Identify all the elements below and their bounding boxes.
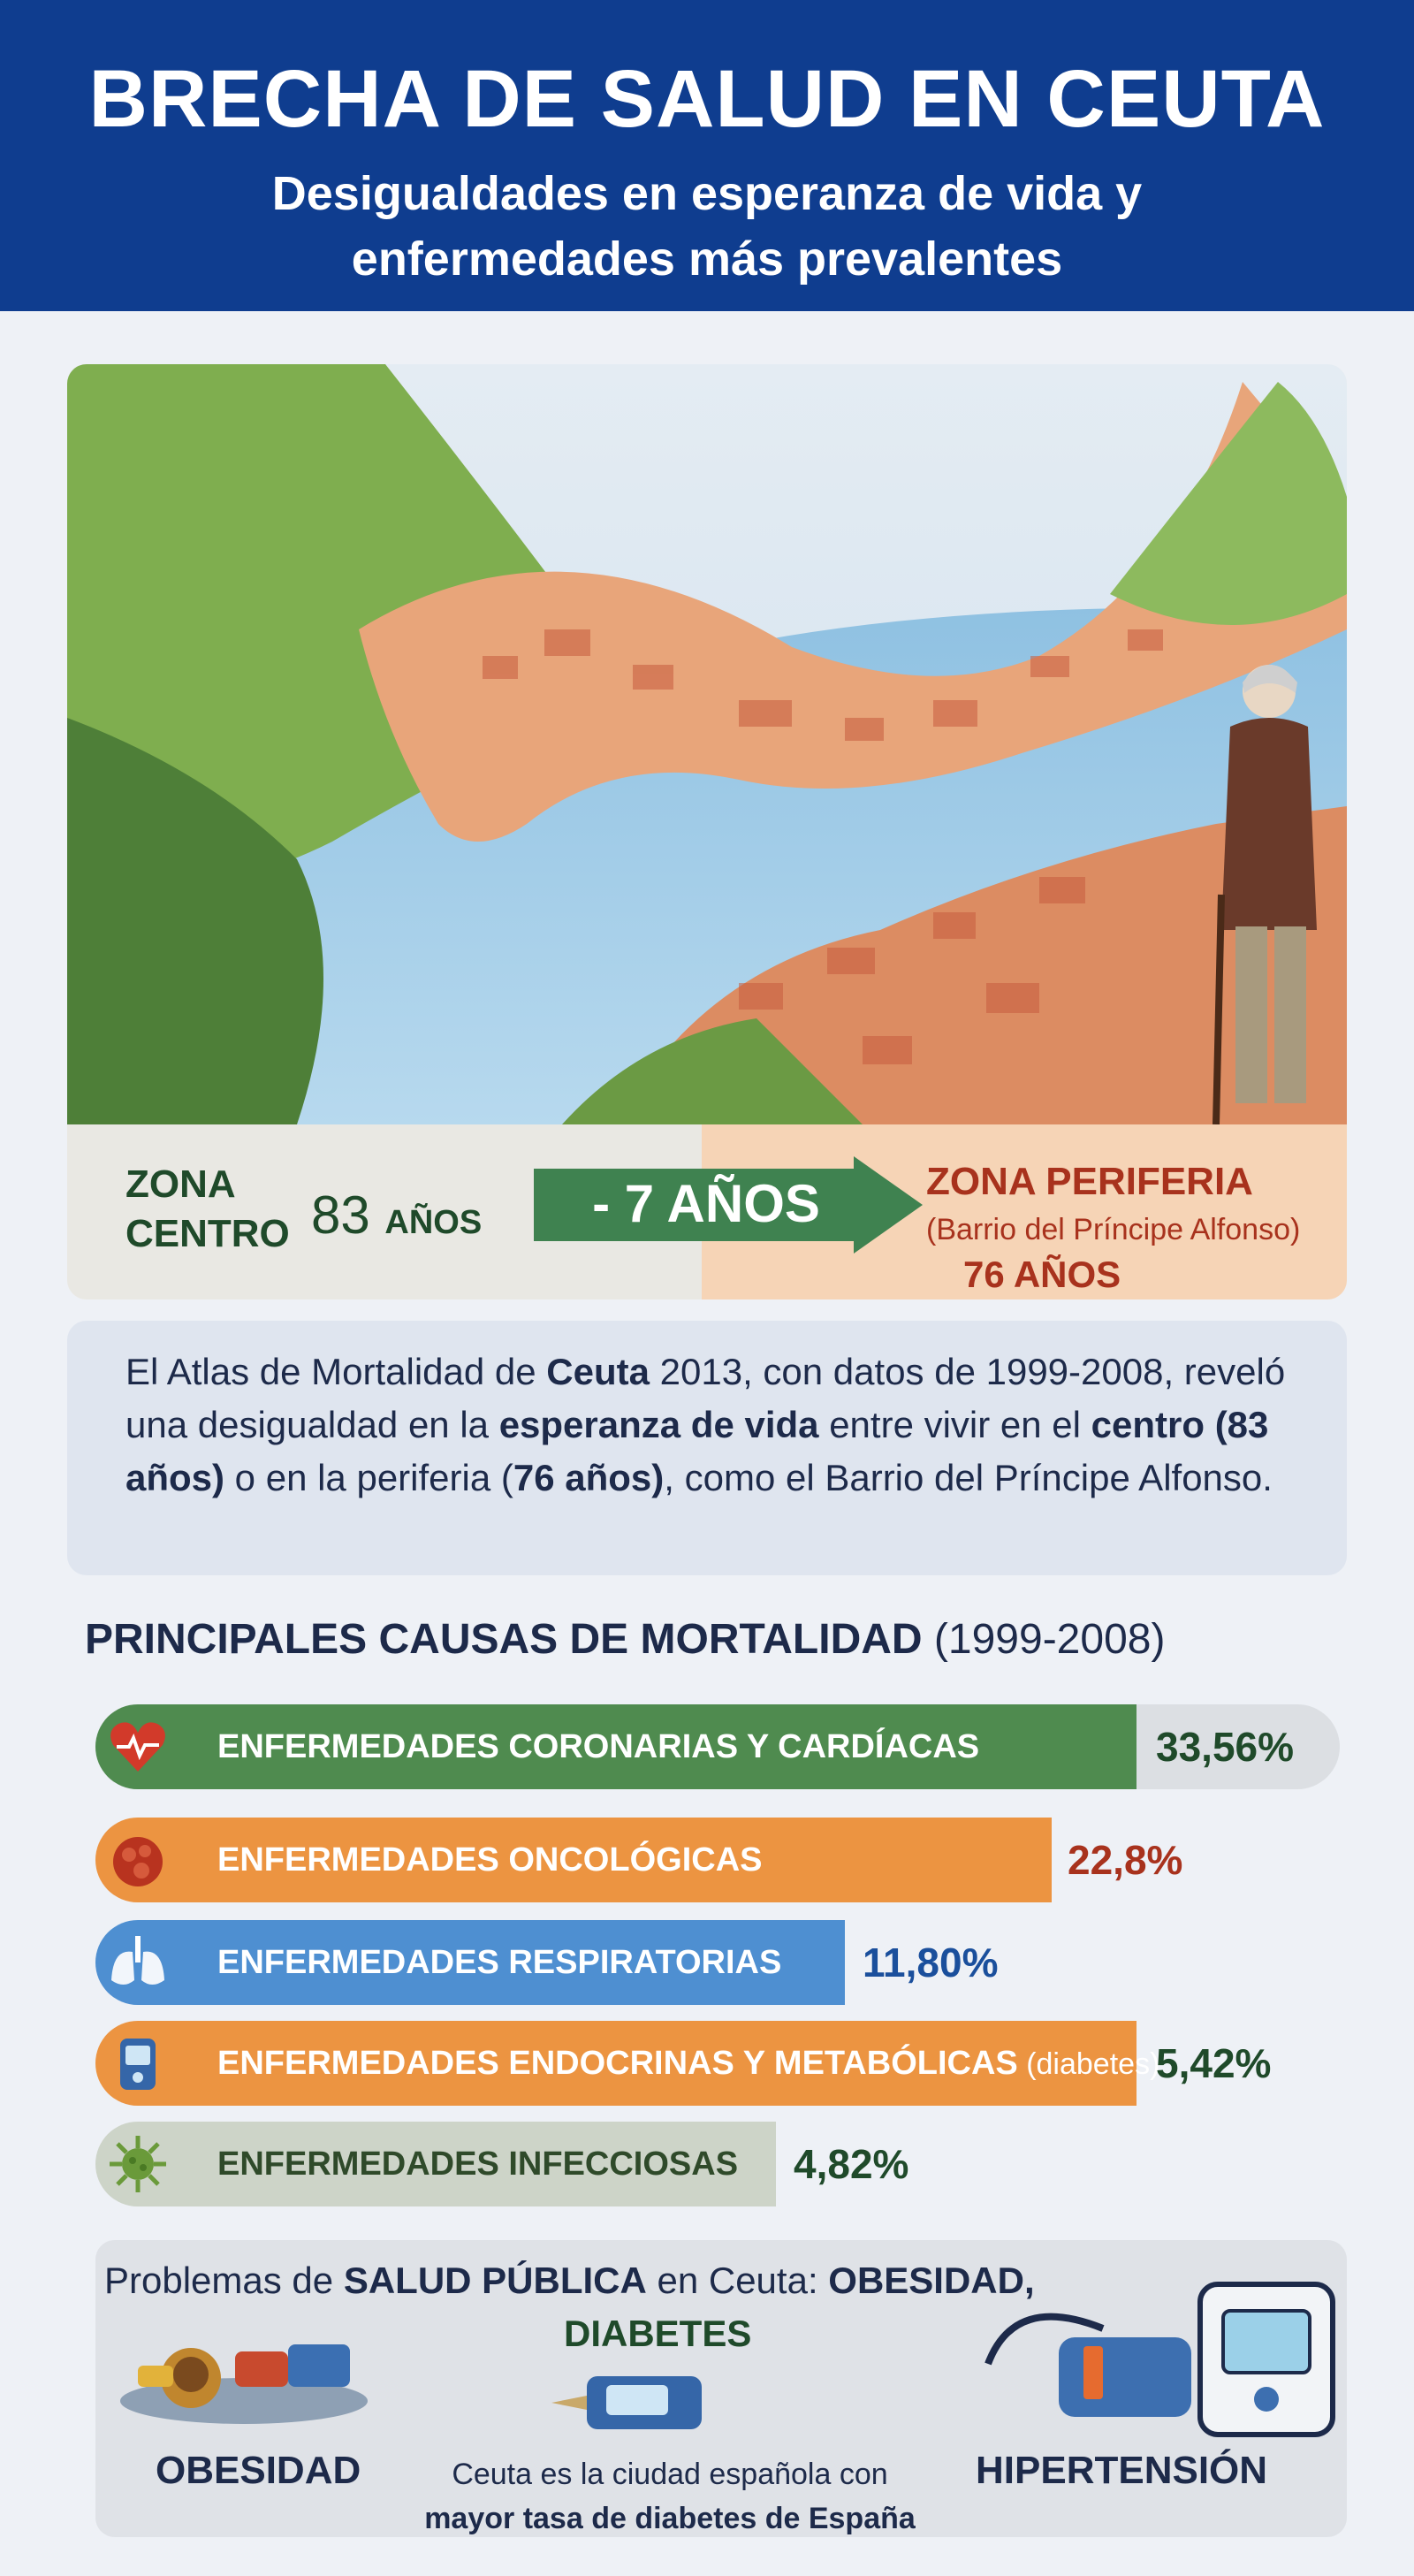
zona-centro-line-2: CENTRO bbox=[125, 1212, 290, 1255]
cause-bar-value: 4,82% bbox=[794, 2141, 909, 2187]
centro-years-unit: AÑOS bbox=[384, 1204, 483, 1241]
food-plate-icon bbox=[111, 2316, 376, 2431]
map-card bbox=[67, 364, 1347, 1299]
obesity-label: OBESIDAD bbox=[156, 2449, 361, 2492]
cause-bar-label bbox=[217, 1920, 781, 2005]
cause-bar-row bbox=[95, 1818, 1244, 1902]
centro-years bbox=[311, 1185, 482, 1246]
header-banner bbox=[0, 0, 1414, 311]
cause-bar-row bbox=[95, 2122, 970, 2206]
atlas-text-4: o en la periferia ( bbox=[224, 1457, 513, 1498]
cause-bar-value: 5,42% bbox=[1156, 2040, 1272, 2086]
hypertension-label: HIPERTENSIÓN bbox=[976, 2449, 1268, 2492]
years-difference: - 7 AÑOS bbox=[592, 1174, 820, 1233]
atlas-text-1: El Atlas de Mortalidad de bbox=[125, 1351, 547, 1392]
atlas-description bbox=[67, 1321, 1347, 1575]
virus-icon bbox=[106, 2132, 170, 2196]
diabetes-note-line-2 bbox=[369, 2496, 970, 2537]
atlas-text-2: 2013, con datos de 1999-2008, reveló una desigualdad en la bbox=[125, 1351, 1286, 1445]
health-title-2: en Ceuta: bbox=[646, 2260, 829, 2301]
cause-label-text: ENFERMEDADES ONCOLÓGICAS bbox=[217, 1841, 763, 1879]
glucometer-icon bbox=[106, 2031, 170, 2095]
cause-bar-label bbox=[217, 1818, 762, 1902]
atlas-text-5: , como el Barrio del Príncipe Alfonso. bbox=[664, 1457, 1273, 1498]
zona-centro-label bbox=[125, 1160, 320, 1259]
atlas-text-3b: centro (83 años) bbox=[125, 1404, 1269, 1498]
periferia-years: 76 AÑOS bbox=[963, 1254, 1121, 1295]
cause-label-extra: (diabetes) bbox=[1017, 2047, 1160, 2081]
heart-icon bbox=[106, 1715, 170, 1779]
health-title-1: Problemas de bbox=[104, 2260, 344, 2301]
cause-bar-row bbox=[95, 2021, 1333, 2106]
diabetes-note bbox=[369, 2452, 970, 2537]
page-subtitle bbox=[0, 161, 1414, 292]
cause-bar-label bbox=[217, 1704, 979, 1789]
life-expectancy-gap bbox=[67, 1124, 1347, 1299]
cause-label-text: ENFERMEDADES CORONARIAS Y CARDÍACAS bbox=[217, 1728, 980, 1765]
subtitle-line-1: Desigualdades en esperanza de vida y bbox=[271, 167, 1143, 220]
tumor-icon bbox=[106, 1828, 170, 1892]
lungs-icon bbox=[106, 1931, 170, 1994]
causes-title bbox=[85, 1609, 1340, 1671]
cause-bar-value: 11,80% bbox=[863, 1940, 999, 1985]
health-title-1b: SALUD PÚBLICA bbox=[343, 2260, 647, 2301]
health-title-2b: OBESIDAD, bbox=[828, 2260, 1035, 2301]
glucometer-icon bbox=[551, 2367, 728, 2438]
cause-bar-row bbox=[95, 1920, 1039, 2005]
cause-bar-value: 22,8% bbox=[1068, 1837, 1183, 1883]
diabetes-note-line-2-text: mayor tasa de diabetes de España bbox=[424, 2502, 916, 2535]
subtitle-line-2: enfermedades más prevalentes bbox=[351, 232, 1063, 286]
cause-bar-row bbox=[95, 1704, 1333, 1789]
centro-years-number: 83 bbox=[311, 1185, 370, 1245]
cause-label-text: ENFERMEDADES RESPIRATORIAS bbox=[217, 1944, 782, 1981]
page-title: BRECHA DE SALUD EN CEUTA bbox=[88, 54, 1326, 144]
zona-centro-line-1: ZONA bbox=[125, 1162, 236, 1206]
atlas-text-3: entre vivir en el bbox=[818, 1404, 1091, 1445]
public-health-card bbox=[95, 2240, 1347, 2537]
zona-periferia-label: ZONA PERIFERIA bbox=[926, 1160, 1253, 1203]
periferia-barrio: (Barrio del Príncipe Alfonso) bbox=[926, 1213, 1301, 1246]
diabetes-label: DIABETES bbox=[564, 2313, 752, 2354]
diabetes-note-line-1: Ceuta es la ciudad española con bbox=[452, 2458, 888, 2491]
blood-pressure-monitor-icon bbox=[979, 2275, 1342, 2452]
atlas-text-1b: Ceuta bbox=[546, 1351, 650, 1392]
cause-bar-label bbox=[217, 2122, 738, 2206]
cause-label-text: ENFERMEDADES ENDOCRINAS Y METABÓLICAS bbox=[217, 2045, 1018, 2082]
ceuta-map-illustration bbox=[67, 364, 1347, 1124]
atlas-text-4b: 76 años) bbox=[513, 1457, 665, 1498]
causes-title-text: PRINCIPALES CAUSAS DE MORTALIDAD bbox=[85, 1616, 923, 1663]
cause-label-text: ENFERMEDADES INFECCIOSAS bbox=[217, 2145, 739, 2183]
cause-bar-value: 33,56% bbox=[1156, 1724, 1295, 1770]
atlas-text-2b: esperanza de vida bbox=[498, 1404, 819, 1445]
causes-title-years: (1999-2008) bbox=[933, 1616, 1166, 1663]
cause-bar-label bbox=[217, 2021, 1159, 2106]
